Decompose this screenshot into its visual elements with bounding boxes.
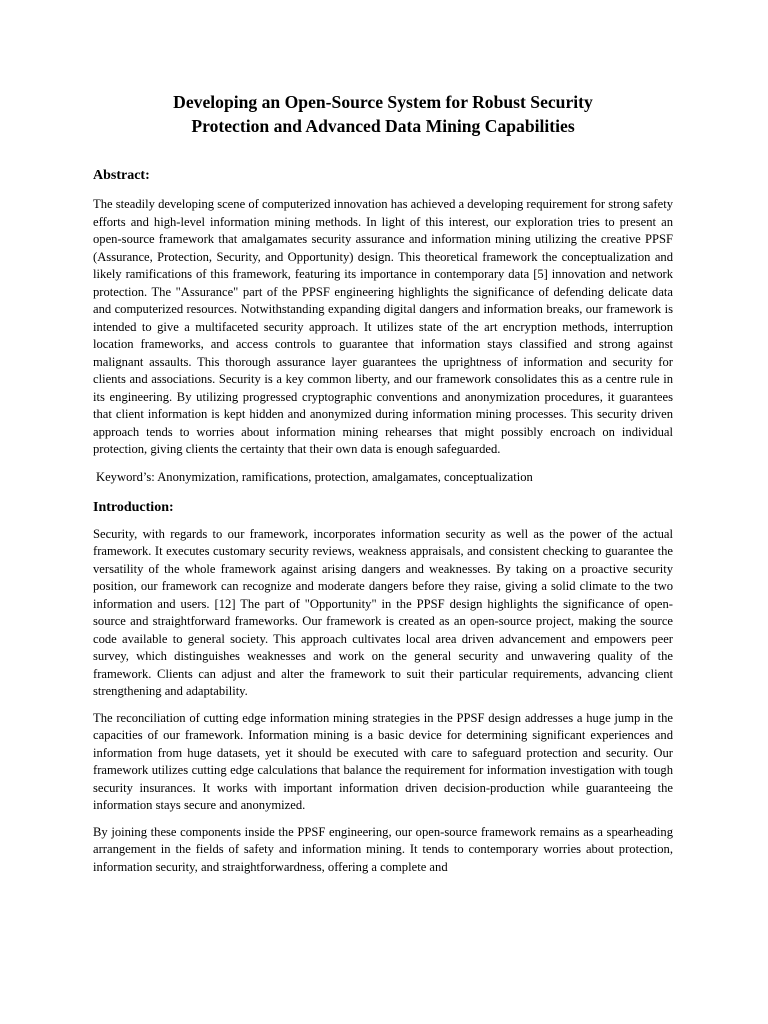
paper-page	[93, 0, 673, 876]
introduction-paragraph-3: By joining these components inside the PPSF engineering, our open-source framework remains as a spearheading arrangement in the fields of safety and information mining. It tends to contemporary worries about protection, information security, and straightforwardness, offering a complete and	[93, 824, 673, 874]
abstract-heading: Abstract:	[93, 168, 150, 183]
title-line-2: Protection and Advanced Data Mining Capabilities	[191, 116, 575, 136]
paper-title	[93, 90, 673, 138]
introduction-paragraph-2: The reconciliation of cutting edge information mining strategies in the PPSF design addresses a huge jump in the capacities of our framework. Information mining is a basic device for determining significant experiences and information from huge datasets, yet it should be executed with care to safeguard protection and security. Our framework utilizes cutting edge calculations that balance the requirement for information investigation with tough security insurances. It works with important information driven decision-production while guaranteeing the information stays secure and anonymized.	[93, 710, 673, 813]
keywords-line: Keyword’s: Anonymization, ramifications, protection, amalgamates, conceptualization	[96, 469, 533, 484]
title-line-1: Developing an Open-Source System for Robust Security	[173, 92, 593, 112]
abstract-section	[93, 167, 673, 459]
abstract-text: The steadily developing scene of computerized innovation has achieved a developing requirement for strong safety efforts and high-level information mining methods. In light of this interest, our exploration tries to present an open-source framework that amalgamates security assurance and information mining utilizing the creative PPSF (Assurance, Protection, Security, and Opportunity) design. This theoretical framework the conceptualization and likely ramifications of this framework, featuring its importance in contemporary data [5] innovation and network protection. The "Assurance" part of the PPSF engineering highlights the significance of defending delicate data and computerized resources. Notwithstanding expanding digital dangers and information breaks, our framework is intended to give a multifaceted security approach. It utilizes state of the art encryption methods, interruption location frameworks, and access controls to guarantee that information stays classified and strong against malignant assaults. This thorough assurance layer guarantees the uprightness of information and security for clients and associations. Security is a key common liberty, and our framework consolidates this as a centre rule in its engineering. By utilizing progressed cryptographic conventions and anonymization procedures, it guarantees that client information is kept hidden and anonymized during information mining processes. This security driven approach tends to worries about information mining rehearses that might possibly encroach on individual protection, giving clients the certainty that their own data is enough safeguarded.	[93, 197, 673, 456]
introduction-section	[93, 499, 673, 877]
introduction-paragraph-1: Security, with regards to our framework, incorporates information security as well as the power of the actual framework. It executes customary security reviews, weakness appraisals, and consistent checking to guarantee the versatility of the whole framework against arising dangers and weaknesses. By taking on a proactive security position, our framework can recognize and moderate dangers before they raise, giving a solid climate to the two information and users. [12] The part of "Opportunity" in the PPSF design highlights the significance of open-source and straightforward frameworks. Our framework is created as an open-source project, making the source code available to general society. This approach cultivates local area driven advancement and empowers peer survey, which distinguishes weaknesses and work on the general security and unwavering quality of the framework. Clients can adjust and alter the framework to suit their particular requirements, advancing client strengthening and adaptability.	[93, 526, 673, 699]
introduction-heading: Introduction:	[93, 499, 174, 515]
